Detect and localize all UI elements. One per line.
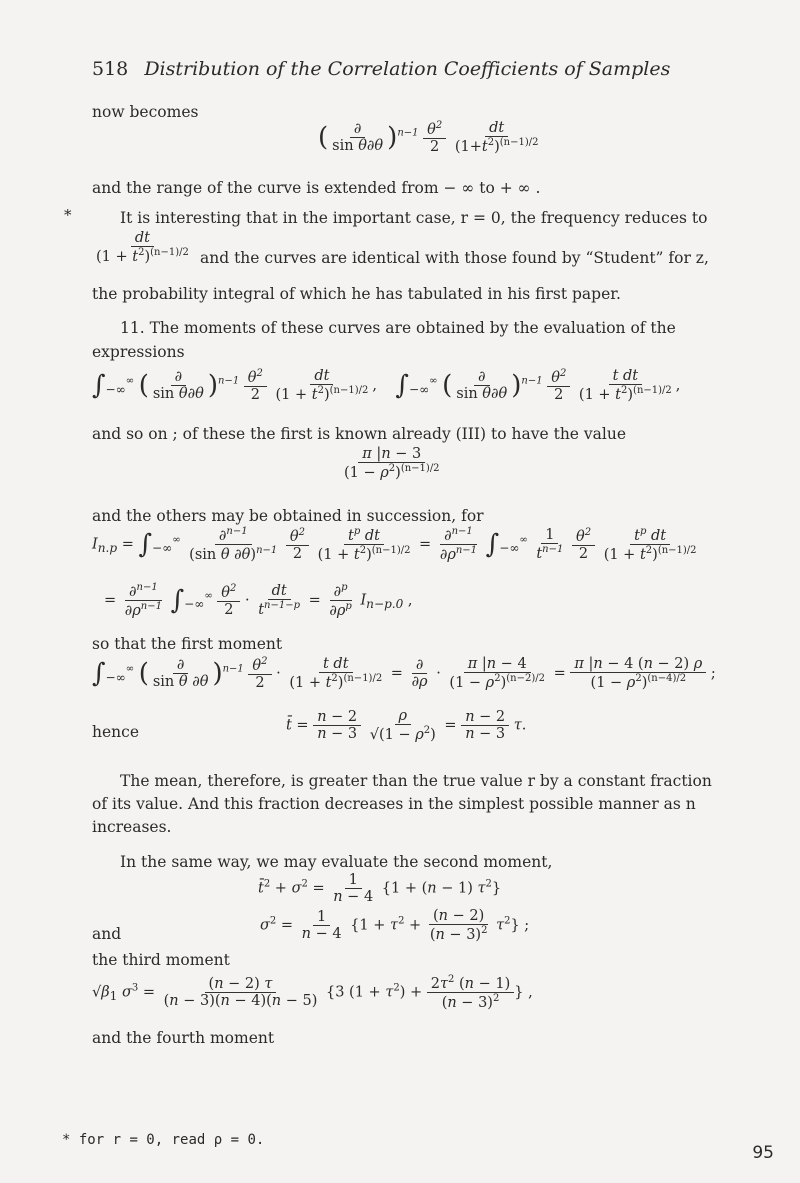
first-moment-text: so that the first moment bbox=[92, 635, 283, 653]
value-equation: $\frac{\pi |n - 3}{(1 - \rho^2)^{(n-1)/2}}$ bbox=[344, 446, 440, 481]
second-moment-text: In the same way, we may evaluate the second moment, bbox=[120, 853, 553, 871]
interesting-text-2: and the curves are identical with those found by “Student” for z, bbox=[200, 249, 709, 267]
inp-equation-1: $I_{n.p} = \int_{-\infty}^\infty$ $\frac{\partial^{n-1}}{(\sin \theta \partial\theta)^{n-1}}$ $\frac{\theta^2}{2}$ $\frac{t^p dt}{(1 + t^2)^{(n-1)/2}}$ = $\frac{\partial^{n-1}}{\partial\rho^{n-1}}$ $\int_{-\infty}^\infty$ $\frac{1}{t^{n-1}}$ $\frac{\theta^2}{2}$ $\frac{t^p dt}{(1 + t^2)^{(n-1)/2}}$ bbox=[92, 526, 697, 563]
running-title: Distribution of the Correlation Coefficients of Samples bbox=[144, 58, 671, 80]
footnote bbox=[62, 1132, 264, 1148]
footnote-marker: * bbox=[62, 1132, 71, 1148]
interesting-text-1: It is interesting that in the important case, r = 0, the frequency reduces to bbox=[120, 209, 708, 227]
moment-expressions: $\int_{-\infty}^\infty$ ( $\frac{\partial}{\text{sin θ∂θ}}$ )$^{n-1}$ $\frac{\theta^2}{2}$ $\frac{dt}{(1 + t^2)^{(n-1)/2}}$ , $\int_{-\infty}^\infty$ ( $\frac{\partial}{\text{sin θ∂θ}}$ )$^{n-1}$ $\frac{\theta^2}{2}$ $\frac{\text{t dt}}{(1 + t^2)^{(n-1)/2}}$ , bbox=[92, 368, 681, 403]
first-moment-equation: $\int_{-\infty}^\infty$ ( $\frac{\partial}{\text{sin θ ∂θ}}$ )$^{n-1}$ $\frac{\theta^2}{2}$ · $\frac{\text{t dt}}{(1 + t^2)^{(n-1)/2}}$ = $\frac{\partial}{\partial\rho}$ · $\frac{\pi |n - 4}{(1 - \rho^2)^{(n-2)/2}}$ = $\frac{\pi |n - 4 (n - 2) \rho}{(1 - \rho^2)^{(n-4)/2}}$ ; bbox=[92, 656, 716, 691]
hence-text: hence bbox=[92, 723, 139, 741]
footnote-text: for r = 0, read ρ = 0. bbox=[78, 1132, 265, 1148]
fourth-moment-text: and the fourth moment bbox=[92, 1029, 275, 1047]
section-11-text: 11. The moments of these curves are obtained by the evaluation of the expressions bbox=[92, 319, 676, 361]
hence-equation: t̄ = $\frac{n - 2}{n - 3}$ $\frac{\rho}{√(1 - \rho^2)}$ = $\frac{n - 2}{n - 3}$ τ. bbox=[286, 708, 527, 743]
range-text: and the range of the curve is extended from − ∞ to + ∞ . bbox=[92, 179, 541, 197]
footnote-star-marker: * bbox=[64, 206, 72, 224]
equation-1: ( $\frac{\partial}{\text{sin θ∂θ}}$ )$^{n-1}$ $\frac{\theta^2}{2}$ $\frac{dt}{(1+t^2)^{(n-1)/2}}$ bbox=[318, 120, 539, 155]
inp-equation-2: = $\frac{\partial^{n-1}}{\partial\rho^{n-1}}$ $\int_{-\infty}^\infty$ $\frac{\theta^2}{2}$ · $\frac{dt}{t^{n-1-p}}$ = $\frac{\partial^p}{\partial\rho^p}$ $I_{n-p.0}$ , bbox=[104, 582, 413, 619]
running-header bbox=[92, 58, 670, 80]
dt-fraction: $\frac{dt}{(1 + t^2)^{(n-1)/2}}$ bbox=[96, 230, 189, 265]
third-moment-text: the third moment bbox=[92, 951, 230, 969]
second-moment-equation: t̄$^2$ + $\sigma^2$ = $\frac{1}{n - 4}$ {1 + (n − 1) $\tau^2$} bbox=[258, 872, 502, 905]
now-becomes-text: now becomes bbox=[92, 103, 199, 121]
and-text: and bbox=[92, 925, 122, 943]
interesting-text-3: the probability integral of which he has tabulated in his first paper. bbox=[92, 285, 621, 303]
sigma-equation: $\sigma^2$ = $\frac{1}{n - 4}$ {$1 + \tau^2$ + $\frac{(n - 2)}{(n - 3)^2}$ $\tau^2$} ; bbox=[260, 908, 530, 943]
page-number: 518 bbox=[92, 58, 129, 80]
folio-number: 95 bbox=[752, 1143, 774, 1163]
third-moment-equation: $√\beta_1$ $\sigma^3$ = $\frac{(n - 2) \tau}{(n - 3)(n - 4)(n - 5)}$ {3 $(1 + \tau^2)$ + $\frac{2\tau^2 (n - 1)}{(n - 3)^2}$ } , bbox=[92, 974, 533, 1011]
others-text: and the others may be obtained in succession, for bbox=[92, 507, 484, 525]
and-so-on-text: and so on ; of these the first is known already (III) to have the value bbox=[92, 425, 627, 443]
mean-paragraph: The mean, therefore, is greater than the true value r by a constant fraction of its value. And this fraction decreases in the simplest possible manner as n increases. bbox=[92, 772, 712, 836]
